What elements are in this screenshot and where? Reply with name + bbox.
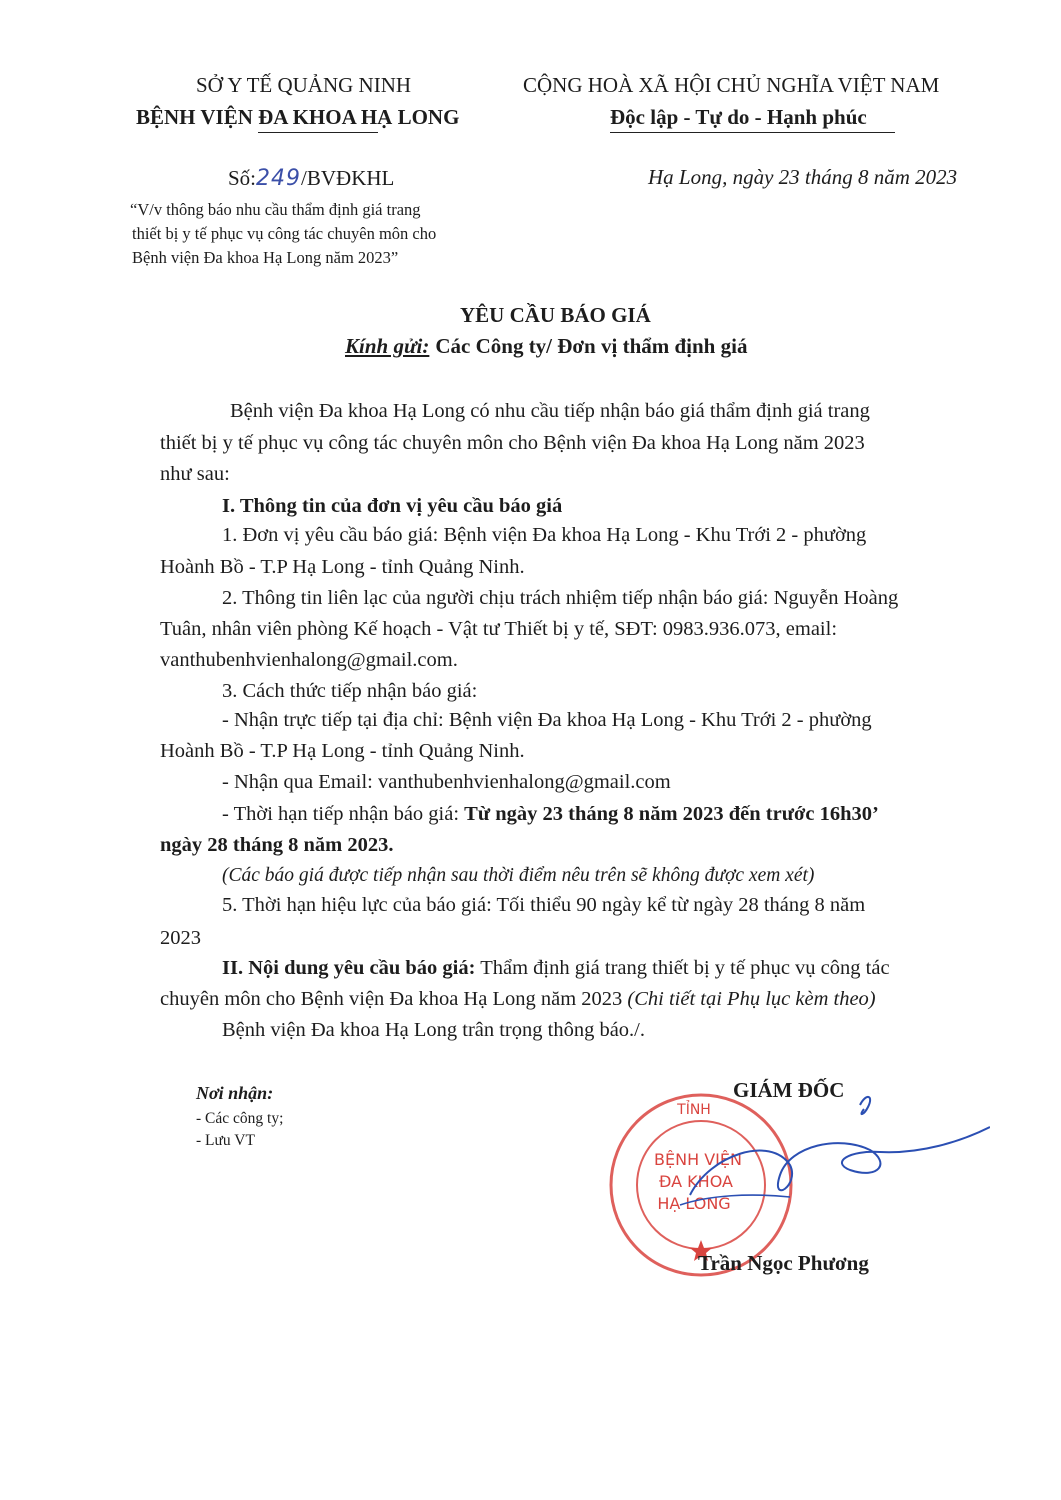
recipient-text: Các Công ty/ Đơn vị thẩm định giá [435,334,748,358]
intro-line-1: Bệnh viện Đa khoa Hạ Long có nhu cầu tiếp nhận báo giá thẩm định giá trang [230,400,870,422]
recipient-label: Kính gửi: [345,334,430,358]
section1-item3a-line1: - Nhận trực tiếp tại địa chỉ: Bệnh viện Đa khoa Hạ Long - Khu Trới 2 - phường [222,709,872,731]
section2-text-2: chuyên môn cho Bệnh viện Đa khoa Hạ Long năm 2023 [160,988,628,1010]
document-number [228,166,394,191]
document-title: YÊU CẦU BÁO GIÁ [460,303,651,327]
section1-item3: 3. Cách thức tiếp nhận báo giá: [222,680,478,702]
stamp-line-3: HẠ LONG [657,1194,731,1213]
doc-number-suffix: /BVĐKHL [301,166,395,190]
section1-item3a-line2: Hoành Bồ - T.P Hạ Long - tỉnh Quảng Ninh. [160,740,525,762]
section1-item3-note: (Các báo giá được tiếp nhận sau thời điểm nêu trên sẽ không được xem xét) [222,865,815,886]
section1-item2-line3: vanthubenhvienhalong@gmail.com. [160,649,458,671]
handwritten-signature [650,1085,990,1235]
recipient-line [345,334,747,359]
agency-name: SỞ Y TẾ QUẢNG NINH [196,73,412,97]
section2-line1 [222,957,890,980]
doc-number-prefix: Số: [228,166,257,190]
section1-heading: I. Thông tin của đơn vị yêu cầu báo giá [222,495,563,517]
motto-underline [610,132,895,133]
recipients-label: Nơi nhận: [196,1083,274,1103]
stamp-line-2: ĐA KHOA [659,1172,733,1191]
stamp-line-1: BỆNH VIỆN [654,1150,742,1169]
section2-text-1: Thẩm định giá trang thiết bị y tế phục vụ công tác [475,957,890,979]
closing-line: Bệnh viện Đa khoa Hạ Long trân trọng thông báo./. [222,1019,646,1041]
recipients-item-1: - Các công ty; [196,1110,284,1127]
section2-heading: II. Nội dung yêu cầu báo giá: [222,957,476,979]
section1-item1-line1: 1. Đơn vị yêu cầu báo giá: Bệnh viện Đa khoa Hạ Long - Khu Trới 2 - phường [222,524,867,546]
deadline-prefix: - Thời hạn tiếp nhận báo giá: [222,803,465,825]
section2-text-italic: (Chi tiết tại Phụ lục kèm theo) [627,988,876,1010]
section2-line2 [160,988,876,1011]
subject-line-2: thiết bị y tế phục vụ công tác chuyên môn cho [132,224,437,243]
section1-item5-line2: 2023 [160,927,201,949]
date-line: Hạ Long, ngày 23 tháng 8 năm 2023 [648,165,958,189]
stamp-top-text: TỈNH [677,1102,711,1118]
intro-line-3: như sau: [160,463,230,485]
section1-item5-line1: 5. Thời hạn hiệu lực của báo giá: Tối thiểu 90 ngày kể từ ngày 28 tháng 8 năm [222,894,866,916]
section1-item3c-line1 [222,803,879,826]
section1-item3c-line2: ngày 28 tháng 8 năm 2023. [160,834,394,856]
doc-number-handwritten: 249 [256,166,302,191]
recipients-item-2: - Lưu VT [196,1132,255,1149]
section1-item3b: - Nhận qua Email: vanthubenhvienhalong@gmail.com [222,771,671,793]
national-motto: Độc lập - Tự do - Hạnh phúc [610,105,867,129]
hospital-underline [258,132,378,133]
section1-item2-line1: 2. Thông tin liên lạc của người chịu trách nhiệm tiếp nhận báo giá: Nguyễn Hoàng [222,587,899,609]
signature-title: GIÁM ĐỐC [733,1078,845,1102]
intro-line-2: thiết bị y tế phục vụ công tác chuyên môn cho Bệnh viện Đa khoa Hạ Long năm 2023 [160,432,865,454]
signer-name: Trần Ngọc Phương [698,1251,869,1275]
nation-title: CỘNG HOÀ XÃ HỘI CHỦ NGHĨA VIỆT NAM [523,73,940,97]
subject-line-1: “V/v thông báo nhu cầu thẩm định giá trang [130,200,421,219]
section1-item2-line2: Tuân, nhân viên phòng Kế hoạch - Vật tư Thiết bị y tế, SĐT: 0983.936.073, email: [160,618,838,640]
hospital-name: BỆNH VIỆN ĐA KHOA HẠ LONG [136,105,460,129]
subject-line-3: Bệnh viện Đa khoa Hạ Long năm 2023” [132,248,399,267]
section1-item1-line2: Hoành Bồ - T.P Hạ Long - tỉnh Quảng Ninh. [160,556,525,578]
deadline-bold-1: Từ ngày 23 tháng 8 năm 2023 đến trước 16h30’ [464,803,879,825]
